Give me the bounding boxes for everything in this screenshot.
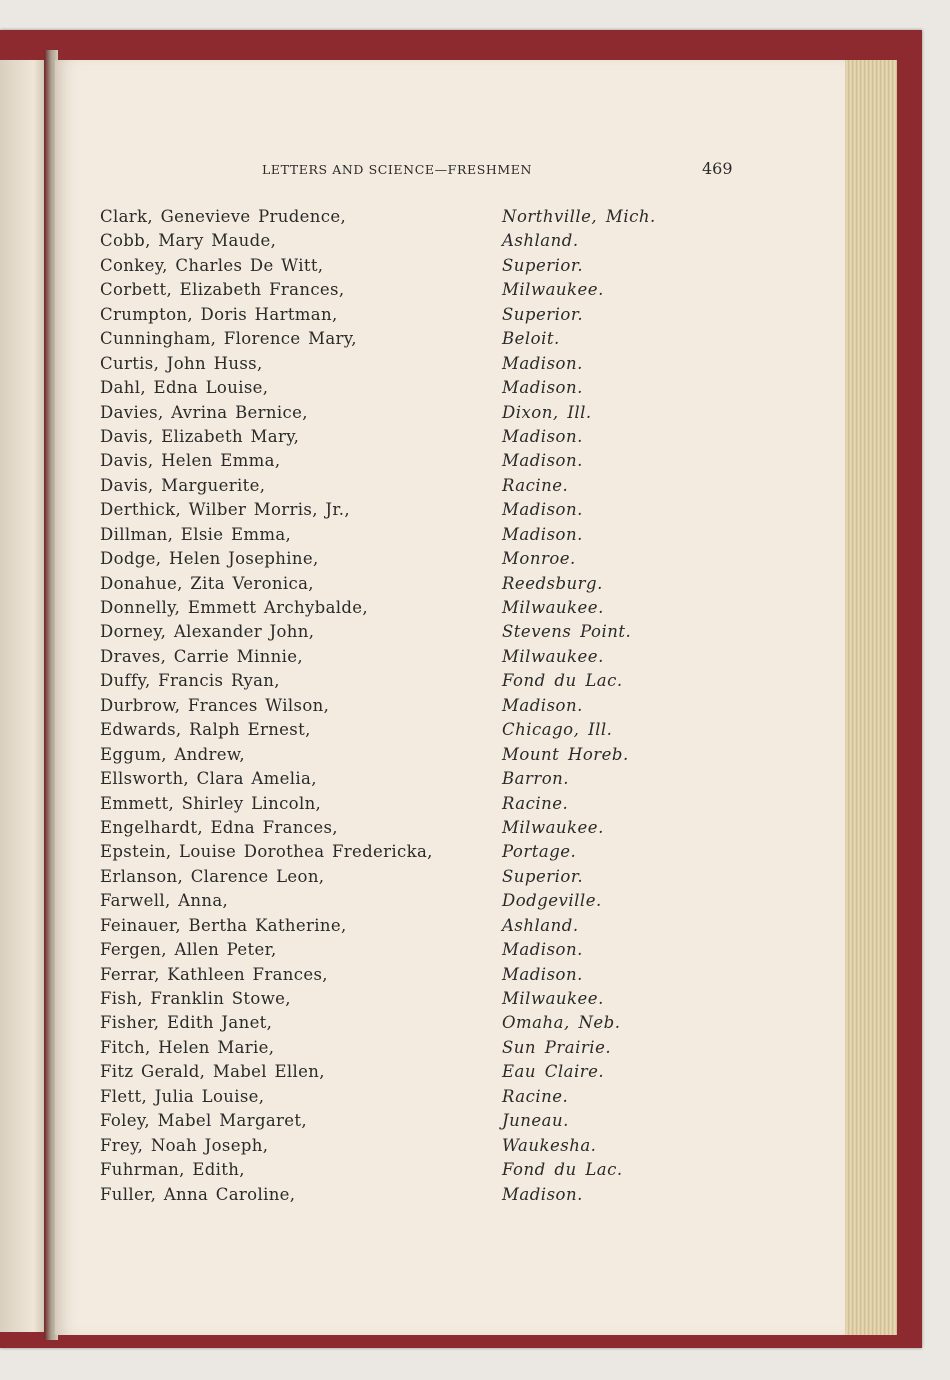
hometown: Fond du Lac. — [502, 1160, 623, 1180]
hometown: Racine. — [502, 475, 569, 495]
list-item — [100, 500, 740, 524]
student-name: Dahl, Edna Louise, — [100, 378, 269, 398]
student-name: Engelhardt, Edna Frances, — [100, 817, 338, 837]
student-name: Duffy, Francis Ryan, — [100, 671, 280, 691]
student-name: Clark, Genevieve Prudence, — [100, 207, 347, 226]
student-name: Corbett, Elizabeth Frances, — [100, 280, 345, 300]
student-name: Eggum, Andrew, — [100, 744, 245, 764]
hometown: Madison. — [502, 524, 583, 544]
hometown: Racine. — [502, 793, 569, 813]
hometown: Madison. — [502, 940, 583, 960]
list-item — [100, 842, 740, 866]
list-item — [100, 427, 740, 451]
list-item — [100, 696, 740, 720]
list-item — [100, 867, 740, 891]
student-name: Dillman, Elsie Emma, — [100, 524, 292, 544]
list-item — [100, 965, 740, 989]
hometown: Madison. — [502, 964, 583, 984]
list-item — [100, 525, 740, 549]
page-number: 469 — [702, 159, 733, 178]
hometown: Milwaukee. — [502, 598, 604, 617]
student-name: Fuhrman, Edith, — [100, 1160, 245, 1180]
facing-page-edge — [0, 60, 48, 1332]
hometown: Madison. — [502, 378, 583, 398]
hometown: Portage. — [502, 842, 577, 862]
list-item — [100, 1013, 740, 1037]
hometown: Milwaukee. — [502, 989, 604, 1008]
student-name: Dorney, Alexander John, — [100, 622, 315, 642]
student-name: Fergen, Allen Peter, — [100, 940, 277, 960]
hometown: Superior. — [502, 866, 584, 886]
list-item — [100, 598, 740, 622]
hometown: Madison. — [502, 1184, 583, 1204]
list-item — [100, 769, 740, 793]
hometown: Fond du Lac. — [502, 671, 623, 691]
hometown: Dodgeville. — [502, 891, 602, 911]
list-item — [100, 1062, 740, 1086]
hometown: Juneau. — [502, 1111, 569, 1131]
list-item — [100, 1087, 740, 1111]
list-item — [100, 891, 740, 915]
hometown: Madison. — [502, 353, 583, 373]
hometown: Beloit. — [502, 329, 560, 349]
hometown: Eau Claire. — [502, 1062, 605, 1082]
list-item — [100, 549, 740, 573]
list-item — [100, 1038, 740, 1062]
list-item — [100, 1185, 740, 1209]
student-name: Fitz Gerald, Mabel Ellen, — [100, 1062, 325, 1082]
student-name: Epstein, Louise Dorothea Fredericka, — [100, 842, 433, 862]
student-name: Ferrar, Kathleen Frances, — [100, 964, 328, 984]
student-name: Davis, Helen Emma, — [100, 451, 281, 471]
list-item — [100, 207, 740, 231]
hometown: Mount Horeb. — [502, 744, 629, 764]
list-item — [100, 916, 740, 940]
hometown: Milwaukee. — [502, 280, 604, 300]
student-name: Conkey, Charles De Witt, — [100, 255, 324, 275]
list-item — [100, 989, 740, 1013]
hometown: Northville, Mich. — [502, 207, 656, 226]
list-item — [100, 1160, 740, 1184]
hometown: Monroe. — [502, 549, 576, 569]
student-name: Davis, Marguerite, — [100, 475, 266, 495]
student-name: Davies, Avrina Bernice, — [100, 402, 308, 422]
student-name: Frey, Noah Joseph, — [100, 1135, 269, 1155]
list-item — [100, 1136, 740, 1160]
student-name: Fuller, Anna Caroline, — [100, 1184, 296, 1204]
student-name: Fish, Franklin Stowe, — [100, 989, 291, 1008]
list-item — [100, 354, 740, 378]
student-name: Cobb, Mary Maude, — [100, 231, 277, 251]
list-item — [100, 378, 740, 402]
student-name: Donahue, Zita Veronica, — [100, 573, 314, 593]
page-edges — [845, 60, 897, 1335]
list-item — [100, 451, 740, 475]
list-item — [100, 940, 740, 964]
student-name: Ellsworth, Clara Amelia, — [100, 769, 317, 789]
hometown: Waukesha. — [502, 1135, 597, 1155]
list-item — [100, 745, 740, 769]
student-name: Dodge, Helen Josephine, — [100, 549, 319, 569]
student-name: Donnelly, Emmett Archybalde, — [100, 598, 369, 617]
hometown: Reedsburg. — [502, 573, 603, 593]
student-name: Davis, Elizabeth Mary, — [100, 426, 300, 446]
hometown: Ashland. — [502, 231, 579, 251]
student-name: Emmett, Shirley Lincoln, — [100, 793, 322, 813]
hometown: Superior. — [502, 304, 584, 324]
hometown: Ashland. — [502, 915, 579, 935]
hometown: Barron. — [502, 769, 570, 789]
hometown: Dixon, Ill. — [502, 402, 592, 422]
student-name: Fitch, Helen Marie, — [100, 1037, 275, 1057]
hometown: Milwaukee. — [502, 817, 604, 837]
student-name: Draves, Carrie Minnie, — [100, 646, 303, 666]
student-name: Curtis, John Huss, — [100, 353, 263, 373]
list-item — [100, 305, 740, 329]
student-name: Cunningham, Florence Mary, — [100, 329, 357, 349]
list-item — [100, 1111, 740, 1135]
hometown: Stevens Point. — [502, 622, 632, 642]
student-name: Crumpton, Doris Hartman, — [100, 304, 338, 324]
list-item — [100, 574, 740, 598]
student-name: Edwards, Ralph Ernest, — [100, 720, 311, 740]
student-name: Derthick, Wilber Morris, Jr., — [100, 500, 350, 520]
list-item — [100, 329, 740, 353]
student-name: Durbrow, Frances Wilson, — [100, 695, 330, 715]
list-item — [100, 647, 740, 671]
hometown: Madison. — [502, 451, 583, 471]
student-name: Flett, Julia Louise, — [100, 1086, 265, 1106]
list-item — [100, 622, 740, 646]
student-name: Feinauer, Bertha Katherine, — [100, 915, 347, 935]
list-item — [100, 403, 740, 427]
list-item — [100, 671, 740, 695]
list-item — [100, 476, 740, 500]
student-name: Foley, Mabel Margaret, — [100, 1111, 307, 1131]
list-item — [100, 818, 740, 842]
hometown: Superior. — [502, 255, 584, 275]
hometown: Chicago, Ill. — [502, 720, 613, 740]
list-item — [100, 794, 740, 818]
running-head: LETTERS AND SCIENCE—FRESHMEN — [262, 162, 533, 177]
student-name: Erlanson, Clarence Leon, — [100, 866, 325, 886]
student-list — [100, 207, 740, 1209]
hometown: Racine. — [502, 1086, 569, 1106]
list-item — [100, 280, 740, 304]
list-item — [100, 231, 740, 255]
list-item — [100, 256, 740, 280]
hometown: Sun Prairie. — [502, 1037, 612, 1057]
student-name: Farwell, Anna, — [100, 891, 229, 911]
hometown: Madison. — [502, 695, 583, 715]
hometown: Omaha, Neb. — [502, 1013, 621, 1033]
hometown: Milwaukee. — [502, 646, 604, 666]
list-item — [100, 720, 740, 744]
hometown: Madison. — [502, 500, 583, 520]
student-name: Fisher, Edith Janet, — [100, 1013, 273, 1033]
hometown: Madison. — [502, 426, 583, 446]
